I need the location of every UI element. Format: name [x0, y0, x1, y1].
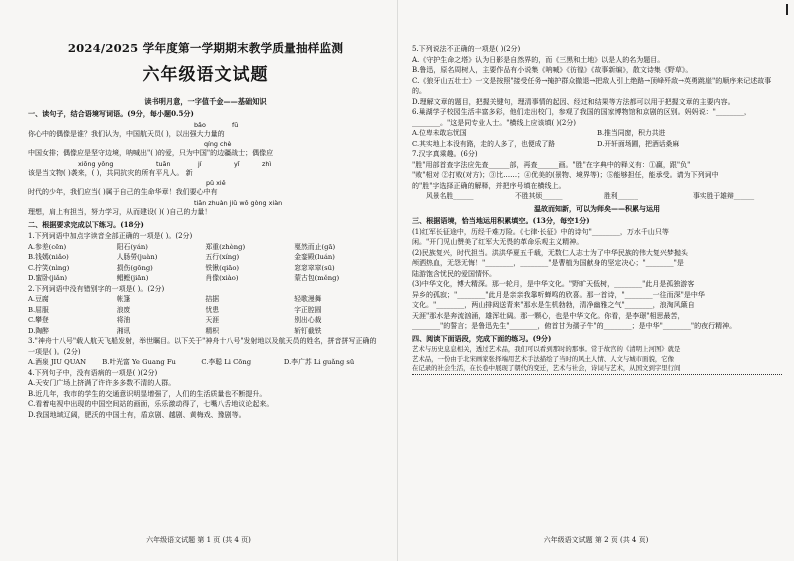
- option-line: B.鲁迅，原名周树人，主要作品有小说集《呐喊》《彷徨》《故事新编》，散文诗集《野草》。: [412, 66, 693, 74]
- question-6-options: [412, 128, 782, 149]
- option-cell: D.开轩面场圃，把酒话桑麻: [597, 139, 680, 148]
- pinyin: zhì: [262, 159, 272, 168]
- word-blank: 事实胜于雄辩______: [693, 192, 755, 201]
- question-2-1: 1.下列词语中加点字读音全部正确的一项是( )。(2分): [28, 232, 193, 241]
- question-6: 6.巢湖学子校园生活丰富多彩，他们走出校门，参观了我国的国家博物馆和京剧的区别。妈妈说："________，________。"这是同专业人士。"横线上应该填( )(2分): [412, 108, 751, 127]
- option-cell: A.酒泉 JIU QUAN: [28, 358, 87, 367]
- fill-line: 颅洒热血，无怨无悔！"________，________"是曹植为国献身的坚定决心；"________"是: [412, 259, 684, 268]
- pinyin: jí: [198, 159, 202, 168]
- pinyin: tiān zhuàn jiǔ wǒ gòng xiàn: [194, 198, 283, 207]
- fill-line: 陆游饱含忧民的爱国情怀。: [412, 269, 496, 278]
- passage-line: 你心中的偶像是谁？我们认为，中国航天员( )，以出强大力量的: [28, 130, 225, 138]
- question-2-1-options: [28, 242, 383, 284]
- question-5: 5.下列说法不正确的一项是( )(2分): [412, 45, 521, 53]
- option-cell: 别出心裁: [294, 316, 322, 325]
- option-line: D.理解文章的题目，把握关键句，理清事情的起因、经过和结果等方法都可以用于把握文章的主要内容。: [412, 97, 735, 106]
- question-2-2-options: [28, 294, 383, 336]
- option-line: C.《狼牙山五壮士》一文是按照"接受任务→掩护群众撤退→把敌人引上绝路→顶峰歼敌→英勇跳崖"的顺序来记述故事的。: [412, 76, 772, 95]
- passage-line: 该是当文物( )袭来，( )，共同抗灾的所有平凡人。 新: [28, 168, 193, 177]
- pinyin: xiōng yǒng: [78, 159, 114, 168]
- option-cell: B.推当同窗，积力共进: [597, 129, 666, 137]
- scan-mark: [786, 4, 788, 15]
- fill-line: 文化。"________，两山排闼送青来"那水是生机勃勃，清净幽雅之气"________，浪淘风簸自: [412, 301, 695, 310]
- option-cell: A.豆腐: [28, 295, 49, 304]
- word-blank: 胜利______: [604, 192, 638, 201]
- question-7: 7.汉字真乘趣。(6分): [412, 150, 478, 159]
- option-cell: 戛然而止(gā): [294, 242, 336, 251]
- option-cell: 将油: [116, 316, 131, 325]
- question-7-text: 的"胜"字选择正确的解释，并把序号填在横线上。: [412, 181, 566, 190]
- page-footer: 六年级语文试题 第 2 页 (共 4 页): [543, 536, 649, 544]
- option-cell: B.钱嫣(niǎo): [28, 253, 69, 262]
- option-cell: C.攀登: [28, 316, 49, 325]
- option-cell: 字正腔圆: [294, 305, 322, 314]
- option-cell: 忧患: [205, 305, 220, 314]
- fill-line: 异乡的孤寂；"________"此月是亲亲我靠听蝉鸣的欣喜。那一首诗，"________一往而深"是中华: [412, 290, 705, 299]
- pinyin-row: [28, 198, 383, 208]
- option-cell: 帐篷: [116, 295, 131, 304]
- option-line: D.我国地域辽阔，肥沃的中国土有，盾京剧、越剧、黄梅戏、豫剧等。: [28, 410, 246, 419]
- question-2-header: 二、根据要求完成以下练习。(18分): [28, 220, 144, 230]
- fill-line: (3)中华文化，博大精深。那一轮月，是中华文化。"野旷天低树，________"此月是孤独游客: [412, 280, 695, 289]
- option-line: A.天安门广场上挤满了许许多多数不清的人群。: [28, 379, 176, 388]
- question-7-words: [412, 191, 782, 202]
- pinyin: tuān: [156, 159, 171, 168]
- pinyin: pǔ xiě: [206, 179, 226, 188]
- question-2-4: 4.下列句子中，没有语病的一项是( )(2分): [28, 368, 158, 377]
- question-2-3: 3."神舟十八号"载人航天飞船发射，举世瞩目。以下关于"神舟十八号"发射地以及航天员的姓名，拼音拼写正确的一项是( )。(2分): [28, 337, 377, 356]
- option-cell: B.叶光富 Ye Guang Fu: [102, 358, 176, 367]
- fill-line: 天涯"那水是奔流汹涌，雄浑壮阔。那一颗心，也是中华文化。你看，是李璟"相思最苦，: [412, 311, 685, 320]
- question-4-header: 四、阅读下面语段，完成下面的练习。(9分): [412, 333, 552, 343]
- option-line: B.近几年，我市的学生的交通意识明显增强了，人们的生活质量也不断提升。: [28, 389, 267, 398]
- option-cell: 斩钉截铁: [294, 326, 322, 335]
- pinyin: yǐ: [234, 159, 240, 168]
- word-blank: 风景名胜______: [426, 192, 474, 201]
- exam-page-2: [397, 0, 794, 561]
- subject-title: 六年级语文试题: [142, 65, 269, 85]
- option-cell: 精枳: [205, 326, 220, 335]
- option-cell: 五行(xíng): [205, 253, 240, 262]
- option-cell: B.屈服: [28, 305, 49, 314]
- option-cell: A.参差(cēn): [28, 242, 67, 251]
- pinyin-row: [28, 139, 383, 149]
- question-7-text: "胜"用部首查字法应先查______部，再查______画。"胜"在字典中的释义有：①赢，跟"负": [412, 160, 691, 169]
- passage-line: 理想，肩上有担当，努力学习，从而建设( )( )自己的力量！: [28, 207, 212, 216]
- fill-line: (1)红军长征途中，历经千难万险。《七律·长征》中的诗句"________，万水千山只等: [412, 227, 669, 236]
- option-cell: 鲳鲣(jiān): [116, 274, 149, 283]
- reading-passage-line: 在记录的社会生活，在长卷中展现了朝代的变迁，艺术与社会，诗词与艺术，从国文到字里行间: [412, 364, 782, 375]
- question-7-text: "败"相对 ②打败(对方)；③比……；④优美的(景物、境界等)；⑤能够担任，能承受。请为下列词中: [412, 171, 719, 180]
- option-cell: 天涯: [205, 316, 220, 325]
- question-2-3-options: [28, 357, 383, 368]
- option-cell: 损伤(gōng): [116, 263, 153, 272]
- option-cell: 窓窓窣窣(sū): [294, 263, 335, 272]
- option-cell: D.李广苏 Li guǎng sū: [283, 358, 355, 367]
- option-cell: 湘讯: [116, 326, 131, 335]
- question-3-header: 三、根据语境，恰当地运用积累填空。(13分，每空1分): [412, 215, 590, 225]
- option-cell: A.位卑未敢忘忧国: [412, 129, 467, 137]
- pinyin-row: [28, 178, 383, 188]
- word-blank: 不胜其烦______: [515, 192, 563, 201]
- option-cell: D.蜜卧(jiǎn): [28, 274, 67, 283]
- option-cell: 铁锹(qiāo): [205, 263, 240, 272]
- exam-title: 2024/2025 学年度第一学期期末教学质量抽样监测: [67, 41, 344, 55]
- section-divider-title: 温故而知新，可以为师矣——积累与运用: [534, 203, 660, 213]
- pinyin-row: [28, 159, 383, 169]
- fill-line: 闲。"开门见山赞美了红军大无畏的革命乐观主义精神。: [412, 238, 584, 247]
- pinyin: bǎo: [194, 121, 206, 129]
- option-cell: 拮据: [205, 295, 220, 304]
- option-cell: 蒙古包(měng): [294, 274, 340, 283]
- option-line: C.看着电视中出现的中国空间站的画面，乐乐激动得了，七嘴八舌地议论起来。: [28, 400, 274, 409]
- option-cell: C.拧笑(nìng): [28, 263, 70, 272]
- question-2-2: 2.下列词语中没有错别字的一项是( )。(2分): [28, 284, 165, 293]
- reading-passage-line: 艺术品，一份由于北宋画家张择端用艺术手法描绘了当时的风土人情、人文与城市面貌，它像: [412, 354, 675, 363]
- option-cell: 人肠勞(juàn): [116, 253, 158, 262]
- option-cell: 浪废: [116, 305, 131, 314]
- option-cell: C.其实地上本没有路，走的人多了，也便成了路: [412, 139, 556, 148]
- pinyin: qíng chè: [204, 140, 232, 149]
- reading-passage-line: 艺术与历史息息相关，透过艺术品，我们可以看到那时的那事。常于故宫的《清明上河图》就是: [412, 344, 681, 353]
- option-cell: 轻歌漫舞: [294, 295, 322, 304]
- option-cell: 阳石(yán): [116, 242, 148, 251]
- question-1-header: 一、读句子，结合语境写词语。(9分，每小题0.5分): [28, 109, 194, 118]
- option-cell: C.李聪 Li Cōng: [201, 358, 252, 367]
- option-cell: D.陶醉: [28, 326, 49, 335]
- section-reminder: 读书明月意，一字值千金——基础知识: [144, 97, 267, 106]
- option-cell: 金銮殿(luán): [294, 253, 335, 262]
- option-cell: 肖像(xiào): [205, 274, 239, 283]
- fill-line: (2)民族复兴，时代担当。洪洪华夏五千载，无数仁人志士为了中华民族的伟大复兴梦抛头: [412, 248, 688, 257]
- option-cell: 郑重(zhèng): [205, 242, 246, 251]
- option-line: A.《守护生命之塔》认为日影是自然界的，而《三黑和土地》以是人的名为题目。: [412, 55, 665, 64]
- fill-line: ________"的誓言；是鲁迅先生"________，俯首甘为孺子牛"的________；是中华"________"的夜行精神。: [412, 322, 737, 331]
- page-footer: 六年级语文试题 第 1 页 (共 4 页): [146, 536, 251, 544]
- passage-line: 时代的少年，我们应当( )属于自己的生命华章！我们要心中有: [28, 188, 218, 197]
- pinyin: fū: [232, 121, 239, 129]
- pinyin-row: [28, 120, 383, 130]
- passage-line: 中国女排；偶像应是坚守边境，呐喊出"( )的爱，只为中国"的边疆战士；偶像应: [28, 149, 274, 158]
